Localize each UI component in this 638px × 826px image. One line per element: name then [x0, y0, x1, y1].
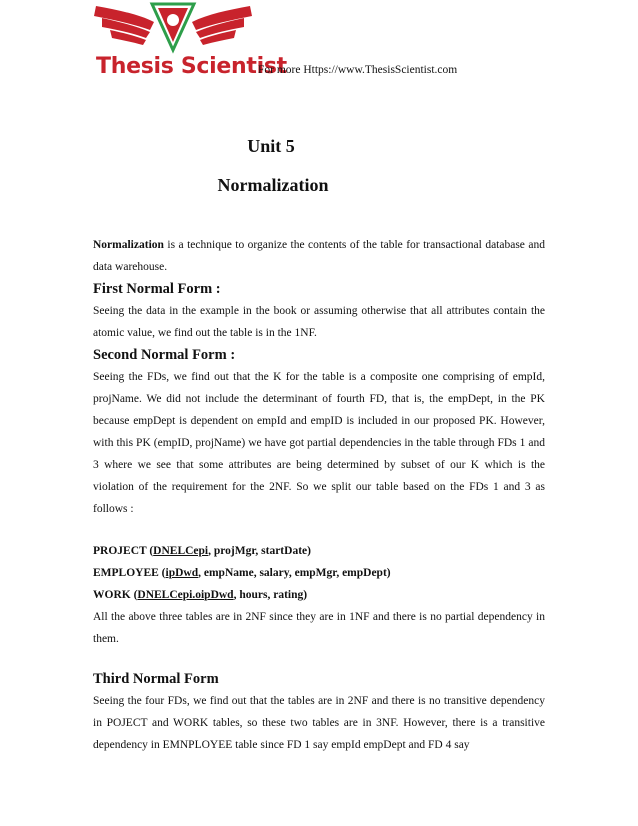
- thesis-scientist-logo-icon: [88, 0, 258, 60]
- third-nf-heading: Third Normal Form: [93, 671, 219, 687]
- work-key: DNELCepi.oipDwd: [137, 589, 234, 601]
- topic-title: Normalization: [217, 175, 329, 195]
- first-nf-heading: First Normal Form :: [93, 281, 221, 297]
- tables-note: All the above three tables are in 2NF since they are in 1NF and there is no partial dependency in them.: [93, 611, 545, 645]
- brand-name: Thesis Scientist: [96, 54, 287, 79]
- employee-table-schema: EMPLOYEE (ipDwd, empName, salary, empMgr, empDept): [93, 567, 391, 579]
- page-header: [0, 0, 638, 90]
- intro-paragraph: [93, 234, 545, 278]
- third-nf-paragraph: Seeing the four FDs, we find out that the tables are in 2NF and there is no transitive dependency in POJECT and WORK tables, so these two tables are in 3NF. However, there is a transitive dependency in EMNPLOYEE table since FD 1 say empId empDept and FD 4 say: [93, 695, 545, 751]
- first-nf-paragraph: Seeing the data in the example in the book or assuming otherwise that all attributes contain the atomic value, we find out the table is in the 1NF.: [93, 305, 545, 339]
- intro-term: Normalization: [93, 239, 164, 251]
- intro-text: is a technique to organize the contents of the table for transactional database and data warehouse.: [93, 239, 545, 273]
- second-nf-heading: Second Normal Form :: [93, 347, 236, 363]
- employee-key: ipDwd: [165, 567, 199, 579]
- second-nf-paragraph: Seeing the FDs, we find out that the K for the table is a composite one comprising of empId, projName. We did not include the determinant of fourth FD, that is, the empDept, in the PK because empDept is dependent on empId and empID is included in our proposed PK. However, with this PK (empID, projName) we have got partial dependencies in the table through FDs 1 and 3 where we see that some attributes are being determined by subset of our K which is the violation of the requirement for the 2NF. So we split our table based on the FDs 1 and 3 as follows :: [93, 371, 545, 515]
- spacer: [93, 650, 545, 668]
- project-table-schema: PROJECT (DNELCepi, projMgr, startDate): [93, 545, 311, 557]
- spacer: [93, 520, 545, 540]
- project-key: DNELCepi: [153, 545, 209, 557]
- website-link[interactable]: For more Https://www.ThesisScientist.com: [258, 64, 458, 76]
- document-body: [93, 234, 545, 756]
- work-table-schema: WORK (DNELCepi.oipDwd, hours, rating): [93, 589, 308, 601]
- unit-title: Unit 5: [247, 136, 295, 156]
